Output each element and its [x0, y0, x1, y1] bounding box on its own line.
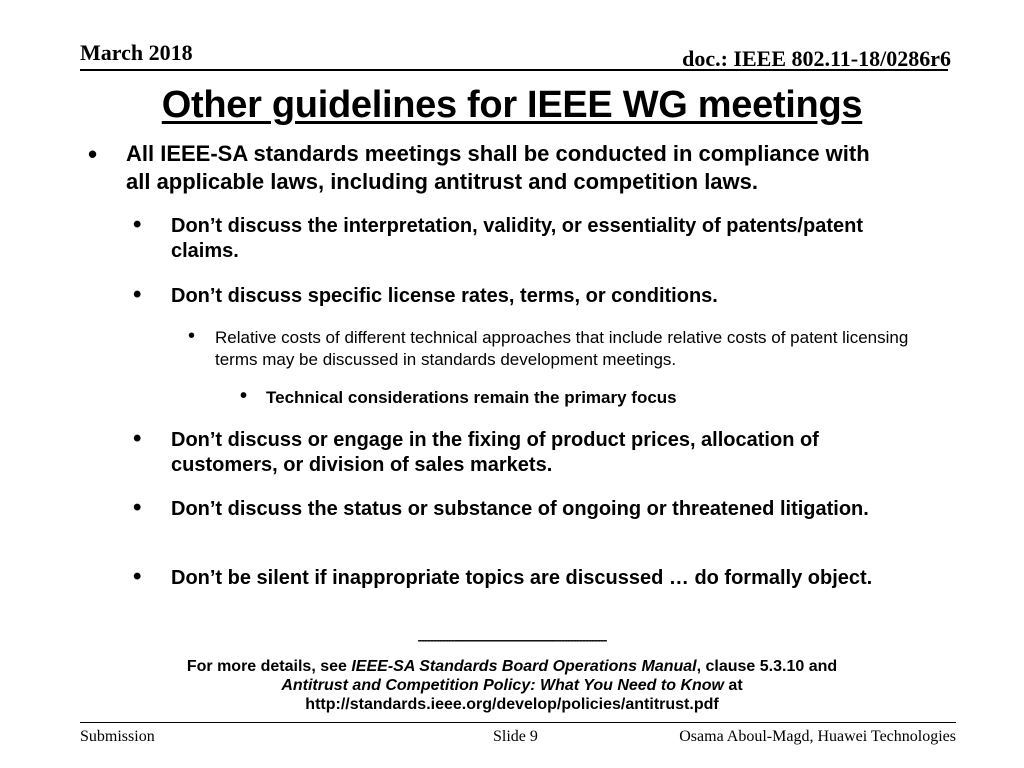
bullet-dot: • — [133, 425, 142, 452]
footer-slide-number: Slide 9 — [493, 728, 538, 745]
bullet-dot: • — [133, 281, 142, 308]
more-details-line2 — [0, 676, 1024, 695]
footer-submission: Submission — [80, 728, 155, 745]
more-details — [0, 657, 1024, 714]
bullet-main — [88, 140, 888, 196]
header-divider — [80, 69, 948, 71]
bullet-sub2 — [133, 281, 913, 309]
bullet-dot: • — [240, 385, 248, 407]
bullet-dot: • — [133, 563, 142, 590]
bullet-dot: • — [88, 139, 98, 169]
bullet-dot: • — [188, 325, 196, 347]
more-details-prefix: For more details, see — [186, 658, 352, 675]
footer-author: Osama Aboul-Magd, Huawei Technologies — [679, 728, 956, 745]
header-doc-id: doc.: IEEE 802.11-18/0286r6 — [682, 46, 951, 71]
bullet-dot: • — [133, 494, 142, 521]
bullet-sub5-text: Don’t be silent if inappropriate topics are discussed … do formally object. — [171, 567, 873, 589]
bullet-sub5 — [133, 563, 913, 591]
bullet-sub1 — [133, 211, 913, 264]
bullet-sub2-text: Don’t discuss specific license rates, terms, or conditions. — [171, 285, 718, 307]
bullet-dot: • — [133, 211, 142, 238]
footer-divider — [80, 722, 956, 723]
antitrust-url: http://standards.ieee.org/develop/policies/antitrust.pdf — [305, 696, 719, 713]
bullet-sub2a-i — [240, 387, 840, 409]
slide-title: Other guidelines for IEEE WG meetings — [161, 84, 863, 126]
antitrust-policy-title: Antitrust and Competition Policy: What You Need to Know — [281, 677, 724, 694]
bullet-sub2a — [188, 327, 928, 371]
bullet-sub4 — [133, 494, 913, 522]
bullet-sub1-text: Don’t discuss the interpretation, validity, or essentiality of patents/patent claims. — [171, 215, 863, 262]
bullet-sub4-text: Don’t discuss the status or substance of ongoing or threatened litigation. — [171, 498, 869, 520]
bullet-sub2a-text: Relative costs of different technical approaches that include relative costs of patent licensing terms may be discussed in standards development meetings. — [215, 328, 909, 369]
bullet-sub2a-i-text: Technical considerations remain the primary focus — [266, 388, 677, 407]
more-details-clause: , clause 5.3.10 and — [696, 658, 838, 675]
bullet-sub3-text: Don’t discuss or engage in the fixing of product prices, allocation of customers, or division of sales markets. — [171, 429, 819, 476]
more-details-line1 — [0, 657, 1024, 676]
header-date: March 2018 — [80, 40, 193, 65]
more-details-at: at — [723, 677, 743, 694]
bullet-sub3 — [133, 425, 913, 478]
dashed-divider: --------------------------------------------------------------- — [417, 633, 607, 647]
operations-manual-title: IEEE-SA Standards Board Operations Manual — [351, 658, 697, 675]
bullet-main-text: All IEEE-SA standards meetings shall be conducted in compliance with all applicable laws, including antitrust and competition laws. — [126, 141, 870, 194]
